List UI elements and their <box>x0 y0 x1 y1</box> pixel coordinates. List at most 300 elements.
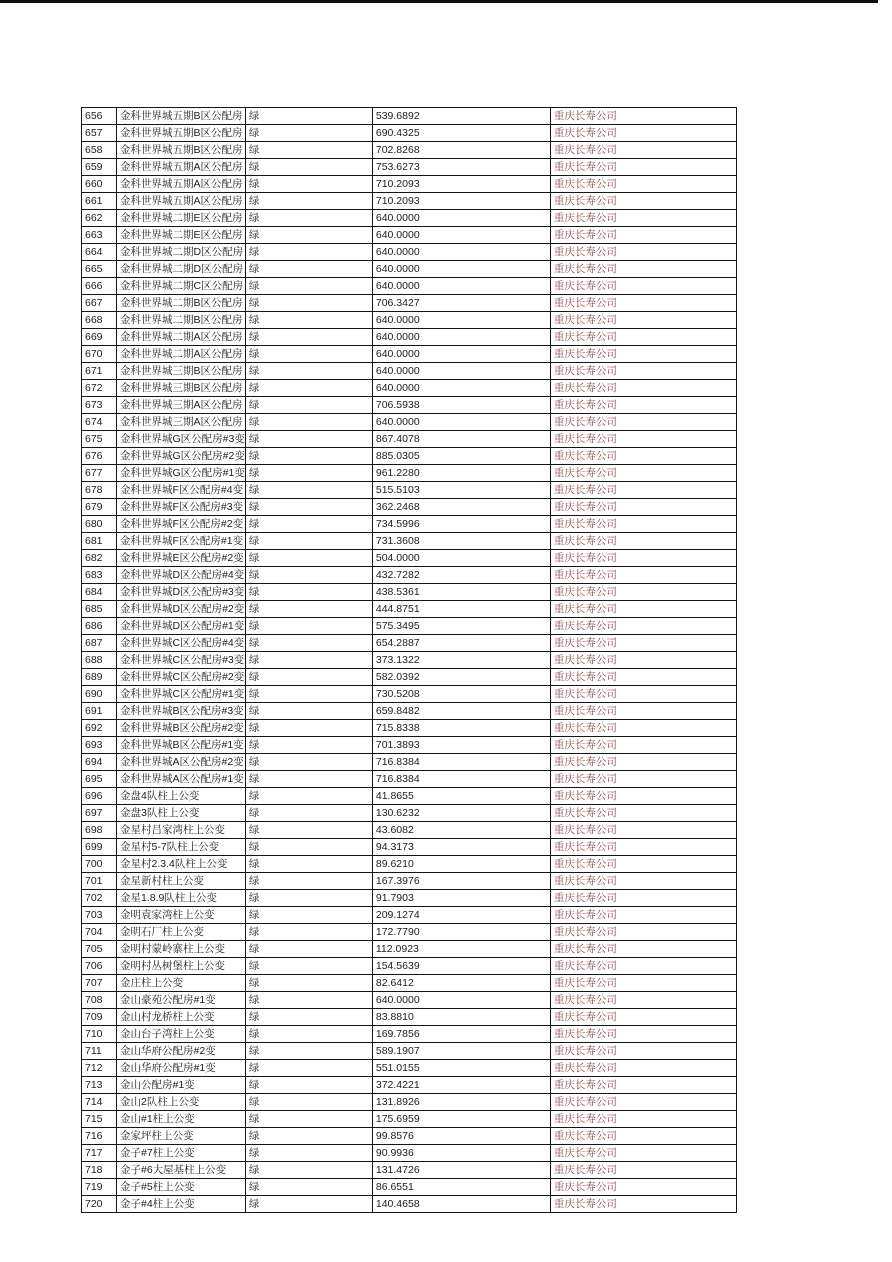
row-number-cell: 676 <box>82 448 117 465</box>
station-name-cell: 金明袁家湾柱上公变 <box>117 907 246 924</box>
station-name-cell: 金科世界城F区公配房#4变 <box>117 482 246 499</box>
row-number-cell: 683 <box>82 567 117 584</box>
table-row <box>82 635 737 652</box>
row-number-cell: 668 <box>82 312 117 329</box>
table-row <box>82 567 737 584</box>
company-cell: 重庆长寿公司 <box>550 278 736 295</box>
status-cell: 绿 <box>245 346 372 363</box>
status-cell: 绿 <box>245 1043 372 1060</box>
value-cell: 710.2093 <box>372 193 550 210</box>
row-number-cell: 702 <box>82 890 117 907</box>
value-cell: 112.0923 <box>372 941 550 958</box>
station-name-cell: 金科世界城三期A区公配房 <box>117 397 246 414</box>
table-row <box>82 227 737 244</box>
value-cell: 640.0000 <box>372 992 550 1009</box>
company-cell: 重庆长寿公司 <box>550 329 736 346</box>
row-number-cell: 678 <box>82 482 117 499</box>
value-cell: 167.3976 <box>372 873 550 890</box>
table-row <box>82 159 737 176</box>
station-name-cell: 金科世界城二期E区公配房 <box>117 210 246 227</box>
station-name-cell: 金山台子湾柱上公变 <box>117 1026 246 1043</box>
company-cell: 重庆长寿公司 <box>550 873 736 890</box>
station-name-cell: 金科世界城C区公配房#2变 <box>117 669 246 686</box>
status-cell: 绿 <box>245 499 372 516</box>
value-cell: 140.4658 <box>372 1196 550 1213</box>
status-cell: 绿 <box>245 363 372 380</box>
table-row <box>82 805 737 822</box>
value-cell: 131.4726 <box>372 1162 550 1179</box>
value-cell: 640.0000 <box>372 244 550 261</box>
company-cell: 重庆长寿公司 <box>550 397 736 414</box>
station-name-cell: 金星新村柱上公变 <box>117 873 246 890</box>
status-cell: 绿 <box>245 244 372 261</box>
row-number-cell: 713 <box>82 1077 117 1094</box>
row-number-cell: 680 <box>82 516 117 533</box>
station-name-cell: 金子#4柱上公变 <box>117 1196 246 1213</box>
row-number-cell: 710 <box>82 1026 117 1043</box>
station-name-cell: 金明石厂柱上公变 <box>117 924 246 941</box>
table-row <box>82 1077 737 1094</box>
value-cell: 867.4078 <box>372 431 550 448</box>
table-row <box>82 210 737 227</box>
value-cell: 715.8338 <box>372 720 550 737</box>
table-row <box>82 788 737 805</box>
row-number-cell: 681 <box>82 533 117 550</box>
station-name-cell: 金庄柱上公变 <box>117 975 246 992</box>
station-name-cell: 金山村龙桥柱上公变 <box>117 1009 246 1026</box>
status-cell: 绿 <box>245 1111 372 1128</box>
value-cell: 515.5103 <box>372 482 550 499</box>
status-cell: 绿 <box>245 329 372 346</box>
value-cell: 372.4221 <box>372 1077 550 1094</box>
station-name-cell: 金子#6大屋基柱上公变 <box>117 1162 246 1179</box>
status-cell: 绿 <box>245 1179 372 1196</box>
company-cell: 重庆长寿公司 <box>550 1145 736 1162</box>
company-cell: 重庆长寿公司 <box>550 584 736 601</box>
row-number-cell: 660 <box>82 176 117 193</box>
status-cell: 绿 <box>245 669 372 686</box>
value-cell: 702.8268 <box>372 142 550 159</box>
status-cell: 绿 <box>245 635 372 652</box>
table-row <box>82 737 737 754</box>
value-cell: 734.5996 <box>372 516 550 533</box>
table-row <box>82 1111 737 1128</box>
table-row <box>82 992 737 1009</box>
status-cell: 绿 <box>245 652 372 669</box>
table-row <box>82 261 737 278</box>
table-row <box>82 618 737 635</box>
table-row <box>82 890 737 907</box>
status-cell: 绿 <box>245 1009 372 1026</box>
table-row <box>82 550 737 567</box>
value-cell: 640.0000 <box>372 329 550 346</box>
station-name-cell: 金山2队柱上公变 <box>117 1094 246 1111</box>
company-cell: 重庆长寿公司 <box>550 210 736 227</box>
value-cell: 444.8751 <box>372 601 550 618</box>
value-cell: 706.5938 <box>372 397 550 414</box>
station-name-cell: 金明村丛树堡柱上公变 <box>117 958 246 975</box>
station-name-cell: 金科世界城B区公配房#3变 <box>117 703 246 720</box>
station-name-cell: 金星村2.3.4队柱上公变 <box>117 856 246 873</box>
table-row <box>82 754 737 771</box>
company-cell: 重庆长寿公司 <box>550 686 736 703</box>
table-row <box>82 975 737 992</box>
row-number-cell: 686 <box>82 618 117 635</box>
row-number-cell: 673 <box>82 397 117 414</box>
table-row <box>82 1060 737 1077</box>
station-name-cell: 金星村吕家湾柱上公变 <box>117 822 246 839</box>
status-cell: 绿 <box>245 533 372 550</box>
table-row <box>82 907 737 924</box>
value-cell: 885.0305 <box>372 448 550 465</box>
table-row <box>82 380 737 397</box>
station-name-cell: 金科世界城二期D区公配房 <box>117 261 246 278</box>
status-cell: 绿 <box>245 397 372 414</box>
company-cell: 重庆长寿公司 <box>550 312 736 329</box>
transformer-data-table <box>81 107 737 1213</box>
table-row <box>82 1145 737 1162</box>
table-row <box>82 176 737 193</box>
page-top-rule <box>0 0 878 3</box>
row-number-cell: 719 <box>82 1179 117 1196</box>
company-cell: 重庆长寿公司 <box>550 856 736 873</box>
company-cell: 重庆长寿公司 <box>550 1179 736 1196</box>
company-cell: 重庆长寿公司 <box>550 244 736 261</box>
status-cell: 绿 <box>245 618 372 635</box>
value-cell: 640.0000 <box>372 363 550 380</box>
company-cell: 重庆长寿公司 <box>550 1094 736 1111</box>
station-name-cell: 金科世界城二期A区公配房 <box>117 346 246 363</box>
row-number-cell: 663 <box>82 227 117 244</box>
value-cell: 575.3495 <box>372 618 550 635</box>
row-number-cell: 698 <box>82 822 117 839</box>
station-name-cell: 金山豪苑公配房#1变 <box>117 992 246 1009</box>
status-cell: 绿 <box>245 380 372 397</box>
row-number-cell: 665 <box>82 261 117 278</box>
station-name-cell: 金盘4队柱上公变 <box>117 788 246 805</box>
row-number-cell: 720 <box>82 1196 117 1213</box>
table-row <box>82 1128 737 1145</box>
station-name-cell: 金科世界城三期B区公配房 <box>117 363 246 380</box>
value-cell: 94.3173 <box>372 839 550 856</box>
row-number-cell: 682 <box>82 550 117 567</box>
table-row <box>82 193 737 210</box>
status-cell: 绿 <box>245 856 372 873</box>
value-cell: 701.3893 <box>372 737 550 754</box>
company-cell: 重庆长寿公司 <box>550 907 736 924</box>
status-cell: 绿 <box>245 193 372 210</box>
status-cell: 绿 <box>245 907 372 924</box>
station-name-cell: 金科世界城F区公配房#3变 <box>117 499 246 516</box>
row-number-cell: 684 <box>82 584 117 601</box>
table-row <box>82 397 737 414</box>
table-row <box>82 856 737 873</box>
company-cell: 重庆长寿公司 <box>550 1009 736 1026</box>
row-number-cell: 700 <box>82 856 117 873</box>
value-cell: 730.5208 <box>372 686 550 703</box>
row-number-cell: 687 <box>82 635 117 652</box>
company-cell: 重庆长寿公司 <box>550 635 736 652</box>
company-cell: 重庆长寿公司 <box>550 159 736 176</box>
company-cell: 重庆长寿公司 <box>550 669 736 686</box>
station-name-cell: 金星村5-7队柱上公变 <box>117 839 246 856</box>
company-cell: 重庆长寿公司 <box>550 465 736 482</box>
status-cell: 绿 <box>245 754 372 771</box>
company-cell: 重庆长寿公司 <box>550 652 736 669</box>
value-cell: 659.8482 <box>372 703 550 720</box>
company-cell: 重庆长寿公司 <box>550 482 736 499</box>
station-name-cell: 金科世界城二期B区公配房 <box>117 312 246 329</box>
station-name-cell: 金科世界城A区公配房#2变 <box>117 754 246 771</box>
status-cell: 绿 <box>245 1077 372 1094</box>
company-cell: 重庆长寿公司 <box>550 839 736 856</box>
table-row <box>82 652 737 669</box>
value-cell: 438.5361 <box>372 584 550 601</box>
row-number-cell: 697 <box>82 805 117 822</box>
value-cell: 209.1274 <box>372 907 550 924</box>
table-row <box>82 346 737 363</box>
status-cell: 绿 <box>245 482 372 499</box>
row-number-cell: 689 <box>82 669 117 686</box>
table-row <box>82 125 737 142</box>
table-row <box>82 1043 737 1060</box>
station-name-cell: 金科世界城A区公配房#1变 <box>117 771 246 788</box>
status-cell: 绿 <box>245 210 372 227</box>
company-cell: 重庆长寿公司 <box>550 499 736 516</box>
table-row <box>82 771 737 788</box>
company-cell: 重庆长寿公司 <box>550 890 736 907</box>
status-cell: 绿 <box>245 465 372 482</box>
value-cell: 83.8810 <box>372 1009 550 1026</box>
table-row <box>82 686 737 703</box>
station-name-cell: 金科世界城五期B区公配房 <box>117 108 246 125</box>
table-row <box>82 482 737 499</box>
row-number-cell: 707 <box>82 975 117 992</box>
table-row <box>82 1026 737 1043</box>
row-number-cell: 657 <box>82 125 117 142</box>
status-cell: 绿 <box>245 992 372 1009</box>
table-row <box>82 465 737 482</box>
station-name-cell: 金山#1柱上公变 <box>117 1111 246 1128</box>
status-cell: 绿 <box>245 890 372 907</box>
status-cell: 绿 <box>245 176 372 193</box>
station-name-cell: 金星1.8.9队柱上公变 <box>117 890 246 907</box>
status-cell: 绿 <box>245 448 372 465</box>
company-cell: 重庆长寿公司 <box>550 448 736 465</box>
status-cell: 绿 <box>245 1026 372 1043</box>
row-number-cell: 679 <box>82 499 117 516</box>
value-cell: 640.0000 <box>372 227 550 244</box>
station-name-cell: 金盘3队柱上公变 <box>117 805 246 822</box>
table-row <box>82 601 737 618</box>
company-cell: 重庆长寿公司 <box>550 958 736 975</box>
company-cell: 重庆长寿公司 <box>550 431 736 448</box>
status-cell: 绿 <box>245 839 372 856</box>
station-name-cell: 金家坪柱上公变 <box>117 1128 246 1145</box>
station-name-cell: 金科世界城D区公配房#3变 <box>117 584 246 601</box>
table-row <box>82 108 737 125</box>
row-number-cell: 711 <box>82 1043 117 1060</box>
value-cell: 175.6959 <box>372 1111 550 1128</box>
row-number-cell: 694 <box>82 754 117 771</box>
station-name-cell: 金科世界城B区公配房#2变 <box>117 720 246 737</box>
status-cell: 绿 <box>245 1128 372 1145</box>
row-number-cell: 670 <box>82 346 117 363</box>
table-row <box>82 363 737 380</box>
station-name-cell: 金子#5柱上公变 <box>117 1179 246 1196</box>
status-cell: 绿 <box>245 1196 372 1213</box>
station-name-cell: 金科世界城F区公配房#2变 <box>117 516 246 533</box>
row-number-cell: 661 <box>82 193 117 210</box>
status-cell: 绿 <box>245 1060 372 1077</box>
table-row <box>82 431 737 448</box>
company-cell: 重庆长寿公司 <box>550 363 736 380</box>
value-cell: 91.7903 <box>372 890 550 907</box>
station-name-cell: 金科世界城三期A区公配房 <box>117 414 246 431</box>
row-number-cell: 705 <box>82 941 117 958</box>
row-number-cell: 666 <box>82 278 117 295</box>
station-name-cell: 金科世界城B区公配房#1变 <box>117 737 246 754</box>
row-number-cell: 712 <box>82 1060 117 1077</box>
company-cell: 重庆长寿公司 <box>550 618 736 635</box>
value-cell: 716.8384 <box>372 754 550 771</box>
value-cell: 716.8384 <box>372 771 550 788</box>
status-cell: 绿 <box>245 550 372 567</box>
station-name-cell: 金山公配房#1变 <box>117 1077 246 1094</box>
row-number-cell: 709 <box>82 1009 117 1026</box>
station-name-cell: 金科世界城五期A区公配房 <box>117 176 246 193</box>
status-cell: 绿 <box>245 771 372 788</box>
station-name-cell: 金科世界城二期B区公配房 <box>117 295 246 312</box>
status-cell: 绿 <box>245 941 372 958</box>
value-cell: 82.6412 <box>372 975 550 992</box>
value-cell: 169.7856 <box>372 1026 550 1043</box>
status-cell: 绿 <box>245 142 372 159</box>
row-number-cell: 667 <box>82 295 117 312</box>
company-cell: 重庆长寿公司 <box>550 720 736 737</box>
status-cell: 绿 <box>245 958 372 975</box>
status-cell: 绿 <box>245 261 372 278</box>
company-cell: 重庆长寿公司 <box>550 771 736 788</box>
status-cell: 绿 <box>245 822 372 839</box>
value-cell: 373.1322 <box>372 652 550 669</box>
company-cell: 重庆长寿公司 <box>550 108 736 125</box>
table-row <box>82 839 737 856</box>
station-name-cell: 金科世界城D区公配房#2变 <box>117 601 246 618</box>
status-cell: 绿 <box>245 805 372 822</box>
status-cell: 绿 <box>245 567 372 584</box>
company-cell: 重庆长寿公司 <box>550 754 736 771</box>
company-cell: 重庆长寿公司 <box>550 533 736 550</box>
station-name-cell: 金科世界城C区公配房#4变 <box>117 635 246 652</box>
row-number-cell: 664 <box>82 244 117 261</box>
company-cell: 重庆长寿公司 <box>550 414 736 431</box>
table-row <box>82 1009 737 1026</box>
table-row <box>82 873 737 890</box>
row-number-cell: 688 <box>82 652 117 669</box>
table-row <box>82 499 737 516</box>
table-row <box>82 1196 737 1213</box>
station-name-cell: 金科世界城二期E区公配房 <box>117 227 246 244</box>
station-name-cell: 金科世界城五期B区公配房 <box>117 142 246 159</box>
company-cell: 重庆长寿公司 <box>550 193 736 210</box>
row-number-cell: 703 <box>82 907 117 924</box>
value-cell: 41.8655 <box>372 788 550 805</box>
value-cell: 640.0000 <box>372 210 550 227</box>
table-body <box>82 108 737 1213</box>
table-row <box>82 533 737 550</box>
table-row <box>82 295 737 312</box>
value-cell: 504.0000 <box>372 550 550 567</box>
row-number-cell: 696 <box>82 788 117 805</box>
status-cell: 绿 <box>245 703 372 720</box>
table-row <box>82 448 737 465</box>
status-cell: 绿 <box>245 601 372 618</box>
table-row <box>82 584 737 601</box>
table-row <box>82 312 737 329</box>
row-number-cell: 662 <box>82 210 117 227</box>
status-cell: 绿 <box>245 227 372 244</box>
table-row <box>82 142 737 159</box>
company-cell: 重庆长寿公司 <box>550 941 736 958</box>
status-cell: 绿 <box>245 414 372 431</box>
table-row <box>82 924 737 941</box>
station-name-cell: 金科世界城G区公配房#2变 <box>117 448 246 465</box>
value-cell: 640.0000 <box>372 278 550 295</box>
company-cell: 重庆长寿公司 <box>550 550 736 567</box>
row-number-cell: 669 <box>82 329 117 346</box>
status-cell: 绿 <box>245 873 372 890</box>
value-cell: 640.0000 <box>372 414 550 431</box>
company-cell: 重庆长寿公司 <box>550 295 736 312</box>
row-number-cell: 692 <box>82 720 117 737</box>
station-name-cell: 金科世界城G区公配房#1变 <box>117 465 246 482</box>
row-number-cell: 671 <box>82 363 117 380</box>
company-cell: 重庆长寿公司 <box>550 380 736 397</box>
table-row <box>82 958 737 975</box>
row-number-cell: 658 <box>82 142 117 159</box>
row-number-cell: 693 <box>82 737 117 754</box>
value-cell: 131.8926 <box>372 1094 550 1111</box>
company-cell: 重庆长寿公司 <box>550 1026 736 1043</box>
company-cell: 重庆长寿公司 <box>550 1162 736 1179</box>
station-name-cell: 金科世界城E区公配房#2变 <box>117 550 246 567</box>
table-row <box>82 703 737 720</box>
row-number-cell: 706 <box>82 958 117 975</box>
company-cell: 重庆长寿公司 <box>550 601 736 618</box>
row-number-cell: 708 <box>82 992 117 1009</box>
station-name-cell: 金科世界城五期A区公配房 <box>117 193 246 210</box>
row-number-cell: 675 <box>82 431 117 448</box>
table-row <box>82 1179 737 1196</box>
row-number-cell: 714 <box>82 1094 117 1111</box>
status-cell: 绿 <box>245 720 372 737</box>
station-name-cell: 金科世界城二期C区公配房 <box>117 278 246 295</box>
status-cell: 绿 <box>245 788 372 805</box>
company-cell: 重庆长寿公司 <box>550 924 736 941</box>
company-cell: 重庆长寿公司 <box>550 1128 736 1145</box>
company-cell: 重庆长寿公司 <box>550 788 736 805</box>
value-cell: 99.8576 <box>372 1128 550 1145</box>
row-number-cell: 718 <box>82 1162 117 1179</box>
status-cell: 绿 <box>245 108 372 125</box>
company-cell: 重庆长寿公司 <box>550 125 736 142</box>
value-cell: 731.3608 <box>372 533 550 550</box>
company-cell: 重庆长寿公司 <box>550 1196 736 1213</box>
value-cell: 640.0000 <box>372 380 550 397</box>
company-cell: 重庆长寿公司 <box>550 975 736 992</box>
station-name-cell: 金科世界城二期A区公配房 <box>117 329 246 346</box>
